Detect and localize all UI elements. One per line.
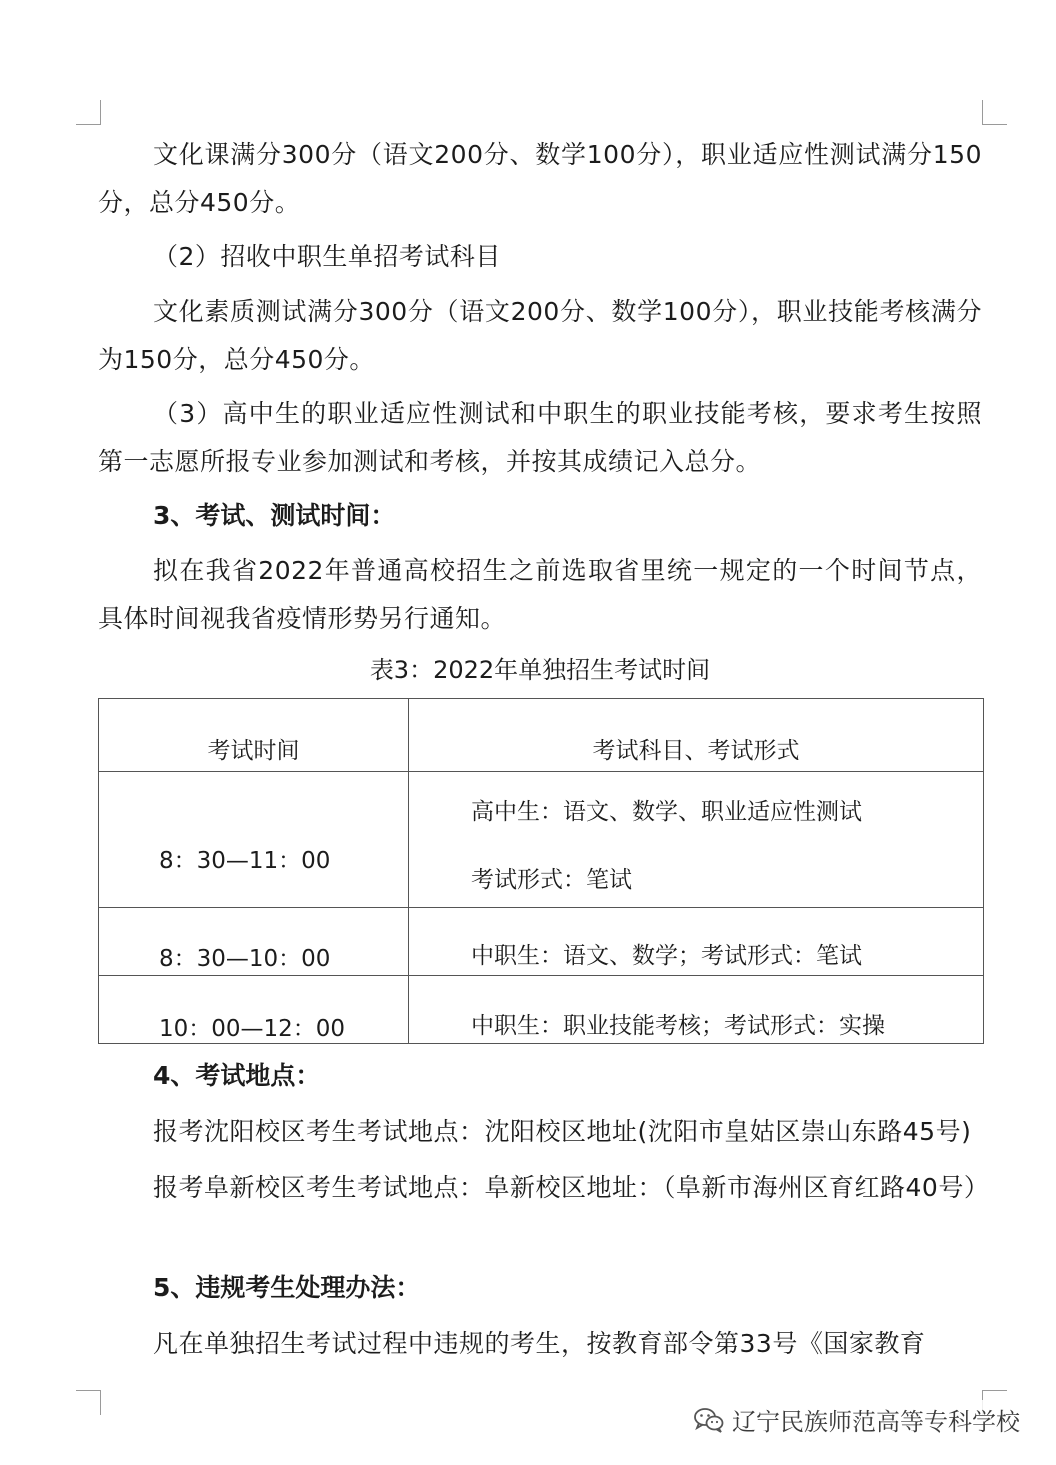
table-row [99,976,984,1044]
table-header-row [99,699,984,772]
paragraph-fuxin-location: 报考阜新校区考生考试地点：阜新校区地址：（阜新市海州区育红路40号） [153,1173,990,1202]
paragraph-high-school-scores: 文化课满分300分（语文200分、数学100分），职业适应性测试满分150分，总分450分。 [98,140,982,217]
table-row [99,908,984,976]
watermark [690,1400,1024,1439]
paragraph-shenyang-location: 报考沈阳校区考生考试地点：沈阳校区地址(沈阳市皇姑区崇山东路45号) [153,1117,972,1146]
table-row [99,772,984,908]
watermark-text: 辽宁民族师范高等专科学校 [732,1408,1020,1436]
heading-exam-location: 4、考试地点： [153,1061,321,1090]
row-time: 8：30—10：00 [99,908,409,976]
row-subject [409,772,984,908]
crop-mark-bottom-left [76,1390,101,1415]
crop-mark-top-right [982,100,1007,125]
row-subject-line: 中职生：职业技能考核；考试形式：实操 [471,1013,885,1039]
row-time: 8：30—11：00 [99,772,409,908]
wechat-icon [694,1407,724,1433]
crop-mark-top-left [76,100,101,125]
paragraph-vocational-scores: 文化素质测试满分300分（语文200分、数学100分），职业技能考核满分为150分，总分450分。 [98,297,982,374]
row-time: 10：00—12：00 [99,976,409,1044]
header-exam-subject-form: 考试科目、考试形式 [409,699,984,772]
row-subject-line: 考试形式：笔试 [471,867,632,893]
header-exam-time: 考试时间 [99,699,409,772]
row-subject [409,976,984,1044]
exam-schedule-table [98,698,984,1044]
paragraph-vocational-subjects: （2）招收中职生单招考试科目 [153,242,501,271]
heading-exam-time: 3、考试、测试时间： [153,501,396,530]
row-subject [409,908,984,976]
paragraph-test-requirements: （3）高中生的职业适应性测试和中职生的职业技能考核，要求考生按照第一志愿所报专业参加测试和考核，并按其成绩记入总分。 [98,399,982,476]
row-subject-line: 高中生：语文、数学、职业适应性测试 [471,799,862,825]
heading-violation-handling: 5、违规考生处理办法： [153,1273,421,1302]
paragraph-violation-handling: 凡在单独招生考试过程中违规的考生，按教育部令第33号《国家教育 [153,1329,926,1358]
paragraph-exam-time: 拟在我省2022年普通高校招生之前选取省里统一规定的一个时间节点，具体时间视我省疫情形势另行通知。 [98,556,982,633]
table-caption: 表3：2022年单独招生考试时间 [369,656,711,684]
row-subject-line: 中职生：语文、数学；考试形式：笔试 [471,943,862,969]
